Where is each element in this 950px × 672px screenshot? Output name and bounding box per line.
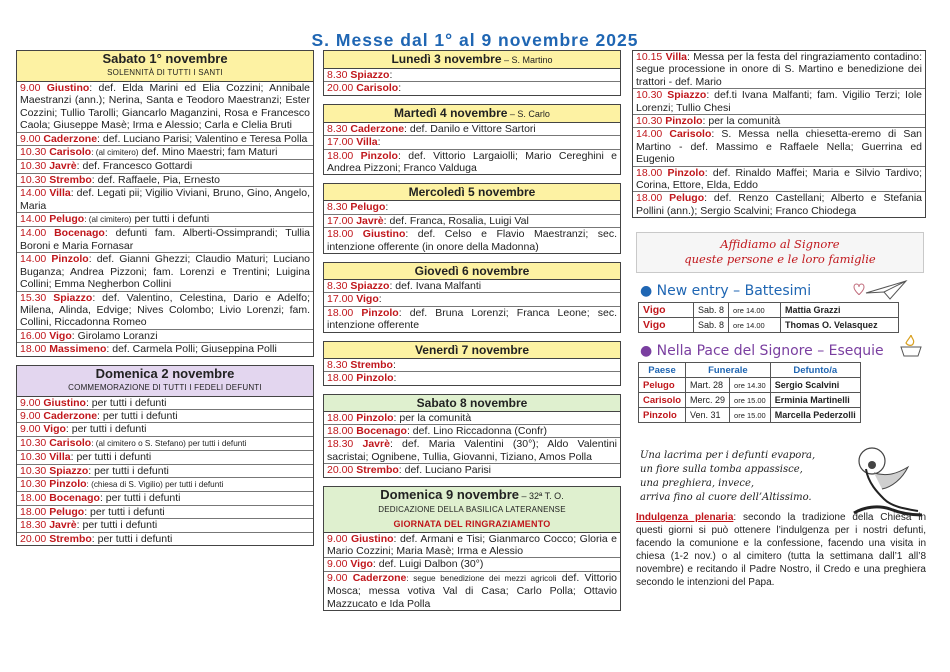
mass-note: : (al cimitero): [91, 148, 139, 158]
mass-place: Caderzone: [43, 409, 98, 422]
mass-intention: : def. Gianni Ghezzi; Claudio Maturi; Luciano Buganza; Andrea Pizzoni; fam. Lorenzi e Trentini; Luigina Collini; Emma Negherbon Collini: [20, 253, 310, 291]
mass-entry: [17, 160, 313, 173]
baptism-row: [639, 303, 899, 318]
mass-time: 10.30: [20, 173, 47, 186]
mass-entry: [633, 115, 925, 128]
day-box: [323, 262, 621, 333]
mass-time: 9.00: [20, 132, 41, 145]
funeral-place: Pinzolo: [639, 408, 686, 423]
day-header: [17, 51, 313, 82]
mass-place: Strembo: [49, 532, 92, 545]
day-header: [17, 366, 313, 397]
day-subtitle-2: GIORNATA DEL RINGRAZIAMENTO: [393, 518, 551, 529]
mass-entry: [17, 423, 313, 436]
mass-place: Carisolo: [356, 82, 399, 95]
mass-place: Villa: [49, 187, 71, 200]
baptism-row: [639, 318, 899, 333]
mass-place: Giustino: [43, 396, 86, 409]
mass-entry: [324, 533, 620, 559]
mass-intention: : per tutti i defunti: [91, 532, 173, 545]
mass-entry: [17, 174, 313, 187]
funerals-heading: ● Nella Pace del Signore – Esequie: [640, 343, 926, 359]
mass-intention: def. Mino Maestri; fam Maturi: [138, 146, 278, 159]
mass-entry: [324, 372, 620, 384]
mass-entry: [324, 215, 620, 228]
mass-time: 18.00: [20, 492, 47, 505]
mass-place: Giustino: [46, 82, 90, 94]
day-title: Domenica 2 novembre: [95, 365, 235, 381]
mass-intention: : def. Luciano Parisi; Valentino e Teresa Polla: [97, 132, 308, 145]
mass-place: Pinzolo: [361, 306, 399, 319]
baptism-place: Vigo: [639, 318, 694, 333]
baptisms-subtitle: Battesimi: [744, 283, 812, 300]
mass-time: 10.30: [20, 464, 47, 477]
day-subtitle: SOLENNITÀ DI TUTTI I SANTI: [107, 68, 223, 77]
funeral-place: Carisolo: [639, 393, 686, 408]
funeral-name: Sergio Scalvini: [770, 378, 860, 393]
day-box: [323, 50, 621, 96]
mass-place: Caderzone: [43, 132, 98, 145]
poem-line: arriva fino al cuore dell’Altissimo.: [640, 492, 812, 504]
mass-entry: [17, 519, 313, 532]
mass-time: 9.00: [20, 396, 41, 409]
mass-intention: per tutti i defunti: [131, 213, 210, 226]
mass-place: Carisolo: [669, 128, 712, 141]
mass-entry: [633, 89, 925, 115]
mass-time: 20.00: [20, 532, 47, 545]
mass-time: 20.00: [327, 464, 354, 477]
mass-entry: [324, 228, 620, 253]
mass-intention: def. Vittorio Mosca; messa votiva Val di Casa; Carlo Polla; Ottavio Mazzucato e Ida Polla: [327, 571, 617, 610]
mass-entry: [324, 558, 620, 571]
mass-place: Massimeno: [49, 343, 107, 356]
mass-note: : (al cimitero): [84, 215, 132, 225]
page-title: S. Messe dal 1° al 9 novembre 2025: [311, 30, 639, 50]
baptism-hour: ore 14.00: [729, 303, 781, 318]
mass-time: 10.30: [20, 146, 47, 159]
mass-entry: [17, 213, 313, 227]
day-box: [323, 394, 621, 478]
mass-entry: [324, 69, 620, 82]
mass-entry: [17, 330, 313, 343]
poem-line: un fiore sulla tomba appassisce,: [640, 464, 803, 476]
mass-intention: : per tutti i defunti: [97, 409, 178, 422]
mass-place: Villa: [665, 51, 687, 63]
mass-time: 8.30: [327, 201, 348, 214]
mass-entry: [17, 410, 313, 423]
baptism-name: Thomas O. Velasquez: [781, 318, 899, 333]
mass-entry: [17, 451, 313, 464]
day-header: [324, 184, 620, 201]
day-header: [324, 395, 620, 412]
mass-intention: : def. Celso e Flavio Maestranzi; sec. intenzione offerente (in onore della Madonna): [327, 228, 617, 253]
mass-entry: [17, 146, 313, 160]
mass-note: : segue benedizione dei mezzi agricoli: [406, 573, 557, 583]
mass-place: Spiazzo: [53, 291, 93, 304]
funeral-row: [639, 378, 861, 393]
mass-entry: [17, 187, 313, 213]
sunday-continuation-box: [632, 50, 926, 218]
mass-intention: : def. Renzo Castellani; Alberto e Stefania Pollini (ann.); Sergio Scalvini; Franco Chiodega: [636, 192, 922, 217]
funeral-row: [639, 408, 861, 423]
day-title: Giovedì 6 novembre: [414, 264, 530, 279]
mass-intention: : per tutti i defunti: [76, 519, 158, 532]
mass-intention: : def.ti Ivana Malfanti; fam. Vigilio Terzi; Iole Lorenzi; Tullio Chesi: [636, 89, 922, 114]
mass-intention: : defunti fam. Alberti-Ossimprandi; Tullia Boroni e Maria Fornasar: [20, 227, 310, 252]
mass-time: 9.00: [327, 571, 348, 584]
mass-entry: [17, 133, 313, 146]
angel-illustration-icon: [844, 443, 924, 523]
mass-intention: : def. Vittorio Largaiolli; Mario Cereghini e Andrea Pizzoni; Franco Valduga: [327, 149, 618, 175]
mass-place: Pelugo: [669, 192, 705, 205]
column-left: [16, 50, 314, 554]
mass-entry: [324, 307, 620, 332]
bullet-icon: ●: [640, 283, 653, 300]
mass-intention: : S. Messa nella chiesetta-eremo di San Martino - def. Massimo e Raffaele Nella; Guerrina ed Eugenio: [636, 128, 922, 166]
mass-intention: : per tutti i defunti: [99, 492, 181, 505]
baptisms-table: [638, 302, 899, 333]
mass-entry: [324, 464, 620, 476]
mass-place: Pinzolo: [665, 115, 703, 128]
day-box: [323, 486, 621, 611]
day-note: – S. Martino: [501, 55, 553, 65]
mass-place: Spiazzo: [350, 69, 390, 81]
mass-time: 18.00: [327, 424, 354, 437]
mass-place: Pinzolo: [49, 477, 87, 490]
mass-time: 14.00: [20, 227, 47, 240]
baptism-date: Sab. 8: [694, 318, 729, 333]
mass-time: 14.00: [636, 128, 663, 141]
candle-icon: [898, 335, 924, 357]
baptisms-heading: ● New entry – Battesimi: [640, 283, 926, 299]
mass-entry: [17, 227, 313, 253]
mass-time: 17.00: [327, 293, 354, 306]
mass-place: Strembo: [356, 464, 399, 477]
mass-intention: : def. Francesco Gottardi: [76, 160, 193, 173]
mass-entry: [324, 136, 620, 149]
day-note: – S. Carlo: [507, 108, 550, 119]
mass-time: 18.00: [636, 166, 663, 179]
day-box: [323, 183, 621, 254]
mass-time: 18.00: [327, 411, 354, 424]
baptism-place: Vigo: [639, 303, 694, 318]
day-header: [324, 105, 620, 123]
mass-time: 18.00: [327, 372, 354, 385]
mass-intention: :: [377, 136, 381, 149]
header-funerale: Funerale: [686, 363, 771, 378]
mass-time: 14.00: [20, 213, 47, 226]
baptism-date: Sab. 8: [694, 303, 729, 318]
mass-place: Bocenago: [54, 227, 105, 240]
mass-place: Caderzone: [350, 122, 405, 135]
mass-entry: [633, 167, 925, 193]
mass-entry: [324, 201, 620, 214]
funeral-date: Mart. 28: [686, 378, 730, 393]
mass-time: 8.30: [327, 358, 348, 371]
mass-intention: : def. Legati pii; Vigilio Viviani, Bruno, Gino, Angelo, Maria: [20, 187, 310, 212]
day-title: Sabato 1° novembre: [102, 51, 228, 66]
mass-time: 18.30: [20, 519, 47, 532]
mass-place: Javrè: [49, 519, 77, 532]
mass-place: Villa: [356, 136, 378, 149]
mass-time: 20.00: [327, 82, 354, 95]
mass-intention: : def. Ivana Malfanti: [389, 280, 482, 293]
mass-entry: [633, 51, 925, 89]
mass-intention: : per tutti i defunti: [88, 464, 169, 477]
baptism-name: Mattia Grazzi: [781, 303, 899, 318]
mass-time: 15.30: [20, 291, 47, 304]
mass-time: 16.00: [20, 329, 47, 342]
affidiamo-line-2: queste persone e le loro famiglie: [684, 252, 876, 267]
baptism-hour: ore 14.00: [729, 318, 781, 333]
mass-time: 9.00: [20, 82, 41, 94]
mass-place: Pinzolo: [51, 253, 89, 266]
mass-place: Pelugo: [49, 213, 85, 226]
mass-place: Vigo: [356, 293, 379, 306]
mass-place: Pelugo: [49, 505, 85, 518]
mass-time: 18.00: [20, 343, 47, 356]
mass-place: Villa: [49, 451, 71, 464]
mass-time: 18.00: [20, 505, 47, 518]
mass-entry: [17, 533, 313, 545]
mass-entry: [324, 438, 620, 464]
mass-entry: [324, 359, 620, 372]
mass-intention: : def. Danilo e Vittore Sartori: [404, 122, 536, 135]
mass-entry: [17, 478, 313, 492]
funeral-date: Ven. 31: [686, 408, 730, 423]
day-title: Lunedì 3 novembre: [391, 52, 502, 66]
column-middle: [323, 50, 621, 619]
day-box: [323, 104, 621, 176]
funeral-hour: ore 15.00: [730, 408, 771, 423]
mass-intention: : per la comunità: [393, 411, 472, 424]
poem-line: Una lacrima per i defunti evapora,: [640, 450, 816, 462]
mass-time: 10.30: [20, 477, 47, 490]
day-subtitle: COMMEMORAZIONE DI TUTTI I FEDELI DEFUNTI: [68, 382, 262, 392]
poem-line: una preghiera, invece,: [640, 478, 755, 490]
day-box: [16, 365, 314, 546]
mass-place: Javrè: [362, 438, 390, 451]
funeral-place: Pelugo: [639, 378, 686, 393]
mass-intention: :: [389, 69, 393, 81]
funeral-name: Erminia Martinelli: [770, 393, 860, 408]
mass-time: 18.00: [327, 149, 354, 162]
mass-intention: : per tutti i defunti: [70, 451, 152, 464]
mass-entry: [633, 192, 925, 217]
mass-intention: : def. Raffaele, Pia, Ernesto: [91, 173, 221, 186]
mass-place: Bocenago: [356, 424, 407, 437]
mass-place: Carisolo: [49, 146, 92, 159]
mass-note: : (chiesa di S. Vigilio) per tutti i defunti: [86, 479, 224, 489]
mass-place: Bocenago: [49, 492, 100, 505]
mass-time: 9.00: [327, 558, 348, 571]
mass-intention: : per tutti i defunti: [65, 423, 147, 436]
mass-intention: :: [392, 358, 396, 371]
day-title: Martedì 4 novembre: [394, 105, 508, 120]
mass-entry: [633, 128, 925, 166]
indulgence-text: : secondo la tradizione della Chiesa in questi giorni si può ottenere l’indulgenza per i nostri defunti, facendo la comunione e la confessione, facendo una visita in chiesa (1-2 nov.) o al cimitero (tutta la settimana dall’1 all’8 novembre) e recitando il Padre Nostro, il Credo e una preghiera secondo le intenzioni del Papa.: [636, 512, 927, 589]
mass-place: Giustino: [362, 228, 406, 241]
mass-time: 18.00: [636, 192, 663, 205]
mass-intention: : def. Valentino, Celestina, Dario e Adelfo; Milena, Alinda, Edvige; Nives Colombo; Livio Lorenzi; fam. Collini, Riccadonna Romeo: [20, 291, 310, 329]
mass-entry: [17, 506, 313, 519]
mass-intention: : def. Franca, Rosalia, Luigi Val: [383, 214, 529, 227]
day-title: Venerdì 7 novembre: [414, 342, 530, 357]
mass-place: Pinzolo: [360, 149, 398, 162]
mass-time: 8.30: [327, 280, 348, 293]
mass-note: : (al cimitero o S. Stefano) per tutti i defunti: [91, 438, 247, 448]
mass-intention: :: [398, 82, 402, 95]
day-subtitle: DEDICAZIONE DELLA BASILICA LATERANENSE: [378, 504, 566, 514]
mass-intention: : def. Luigi Dalbon (30°): [372, 558, 484, 571]
header-paese: Paese: [639, 363, 686, 378]
mass-intention: : def. Luciano Parisi: [398, 464, 492, 477]
mass-time: 14.00: [20, 253, 47, 266]
mass-intention: : def. Lino Riccadonna (Confr): [406, 424, 548, 437]
mass-entry: [17, 82, 313, 133]
mass-place: Strembo: [350, 358, 393, 371]
mass-entry: [324, 280, 620, 293]
mass-place: Spiazzo: [667, 89, 707, 102]
mass-time: 8.30: [327, 122, 348, 135]
mass-place: Pinzolo: [356, 372, 394, 385]
funeral-hour: ore 14.30: [730, 378, 771, 393]
day-header: [324, 263, 620, 280]
mass-intention: : def. Armani e Tisi; Gianmarco Cocco; Gloria e Mario Cozzini; Maria Masè; Irma e Alessio: [327, 532, 617, 557]
mass-time: 18.30: [327, 438, 354, 451]
mass-time: 10.30: [20, 451, 47, 464]
funeral-name: Marcella Pederzolli: [770, 408, 860, 423]
mass-place: Vigo: [43, 423, 66, 436]
mass-time: 14.00: [20, 187, 47, 200]
mass-place: Pinzolo: [356, 411, 394, 424]
day-header: [324, 342, 620, 359]
mass-intention: : per tutti i defunti: [85, 396, 167, 409]
mass-place: Spiazzo: [350, 280, 390, 293]
mass-time: 17.00: [327, 136, 354, 149]
mass-intention: : def. Bruna Lorenzi; Franca Leone; sec. intenzione offerente: [327, 306, 617, 332]
mass-intention: : def. Carmela Polli; Giuseppina Polli: [106, 343, 277, 356]
mass-place: Javrè: [356, 214, 384, 227]
mass-intention: :: [378, 293, 382, 306]
mass-entry: [17, 343, 313, 355]
day-box: [16, 50, 314, 357]
mass-place: Javrè: [49, 160, 77, 173]
mass-time: 10.30: [20, 436, 47, 449]
mass-intention: :: [385, 201, 389, 214]
mass-intention: : def. Maria Valentini (30°); Aldo Valentini sacristai; Ognibene, Tullia, Giovanni, Tiziano, Amos Polla: [327, 438, 617, 463]
mass-place: Giustino: [350, 532, 394, 545]
mass-entry: [17, 253, 313, 291]
mass-time: 9.00: [20, 409, 41, 422]
mass-entry: [17, 465, 313, 478]
mass-time: 18.00: [327, 228, 354, 241]
mass-entry: [324, 123, 620, 136]
mass-intention: : per tutti i defunti: [84, 505, 165, 518]
funeral-header-row: [639, 363, 861, 378]
funeral-row: [639, 393, 861, 408]
mass-time: 10.15: [636, 51, 663, 63]
mass-time: 10.30: [636, 89, 663, 102]
mass-time: 9.00: [327, 532, 348, 545]
funeral-date: Merc. 29: [686, 393, 730, 408]
mass-intention: : per la comunità: [702, 115, 781, 128]
mass-time: 17.00: [327, 214, 354, 227]
mass-entry: [324, 293, 620, 306]
day-note: – 32ª T. O.: [519, 490, 564, 501]
mass-entry: [324, 82, 620, 94]
funerals-table: [638, 362, 861, 423]
mass-time: 9.00: [20, 423, 41, 436]
paper-plane-heart-icon: [850, 279, 910, 301]
mass-entry: [17, 397, 313, 410]
new-entry-title: New entry: [656, 283, 729, 300]
mass-intention: : def. Elda Marini ed Elia Cozzini; Annibale Maestranzi (ann.); Nerina, Santa e Teodoro Maestranzi; Ester Cozzini; Tullio Tarolli; Giancarlo Maganzini, Rosa e Francesco Caola; Giuseppe Masè; Irma e Alessio; Carla e Clelia Bruti: [20, 82, 310, 132]
affidiamo-line-1: Affidiamo al Signore: [720, 237, 840, 252]
header-defunto: Defunto/a: [770, 363, 860, 378]
mass-time: 10.30: [20, 160, 47, 173]
mass-time: 8.30: [327, 69, 348, 81]
mass-entry: [17, 292, 313, 330]
mass-intention: : def. Rinaldo Maffei; Maria e Silvio Tardivo; Corina, Ettore, Elda, Eddo: [636, 166, 922, 192]
mass-time: 10.30: [636, 115, 663, 128]
mass-place: Pelugo: [350, 201, 386, 214]
mass-place: Vigo: [49, 329, 72, 342]
funeral-hour: ore 15.00: [730, 393, 771, 408]
mass-place: Spiazzo: [49, 464, 89, 477]
day-title: Domenica 9 novembre: [380, 486, 519, 502]
bullet-icon: ●: [640, 343, 653, 360]
funerals-subtitle: Esequie: [828, 343, 884, 360]
mass-entry: [324, 572, 620, 610]
mass-place: Vigo: [350, 558, 373, 571]
mass-entry: [324, 425, 620, 438]
mass-place: Carisolo: [49, 436, 92, 449]
indulgence-title: Indulgenza plenaria: [636, 512, 734, 524]
affidiamo-banner: [636, 232, 924, 273]
mass-intention: : Messa per la festa del ringraziamento contadino: segue processione in onore di S. Martino e benedizione dei trattori - def. Mario: [636, 51, 922, 88]
pace-title: Nella Pace del Signore: [656, 343, 813, 360]
mass-time: 18.00: [327, 306, 354, 319]
day-box: [323, 341, 621, 386]
day-header: [324, 51, 620, 69]
mass-entry: [17, 437, 313, 451]
day-header: [324, 487, 620, 533]
day-title: Mercoledì 5 novembre: [408, 185, 536, 200]
mass-intention: : Girolamo Loranzi: [71, 329, 158, 342]
mass-place: Caderzone: [352, 571, 407, 584]
mass-place: Pinzolo: [667, 166, 705, 179]
mass-intention: :: [393, 372, 397, 385]
mass-place: Strembo: [49, 173, 92, 186]
mass-entry: [324, 412, 620, 425]
mass-entry: [324, 150, 620, 175]
day-title: Sabato 8 novembre: [416, 395, 528, 410]
mass-entry: [17, 492, 313, 505]
column-right: [632, 50, 926, 589]
